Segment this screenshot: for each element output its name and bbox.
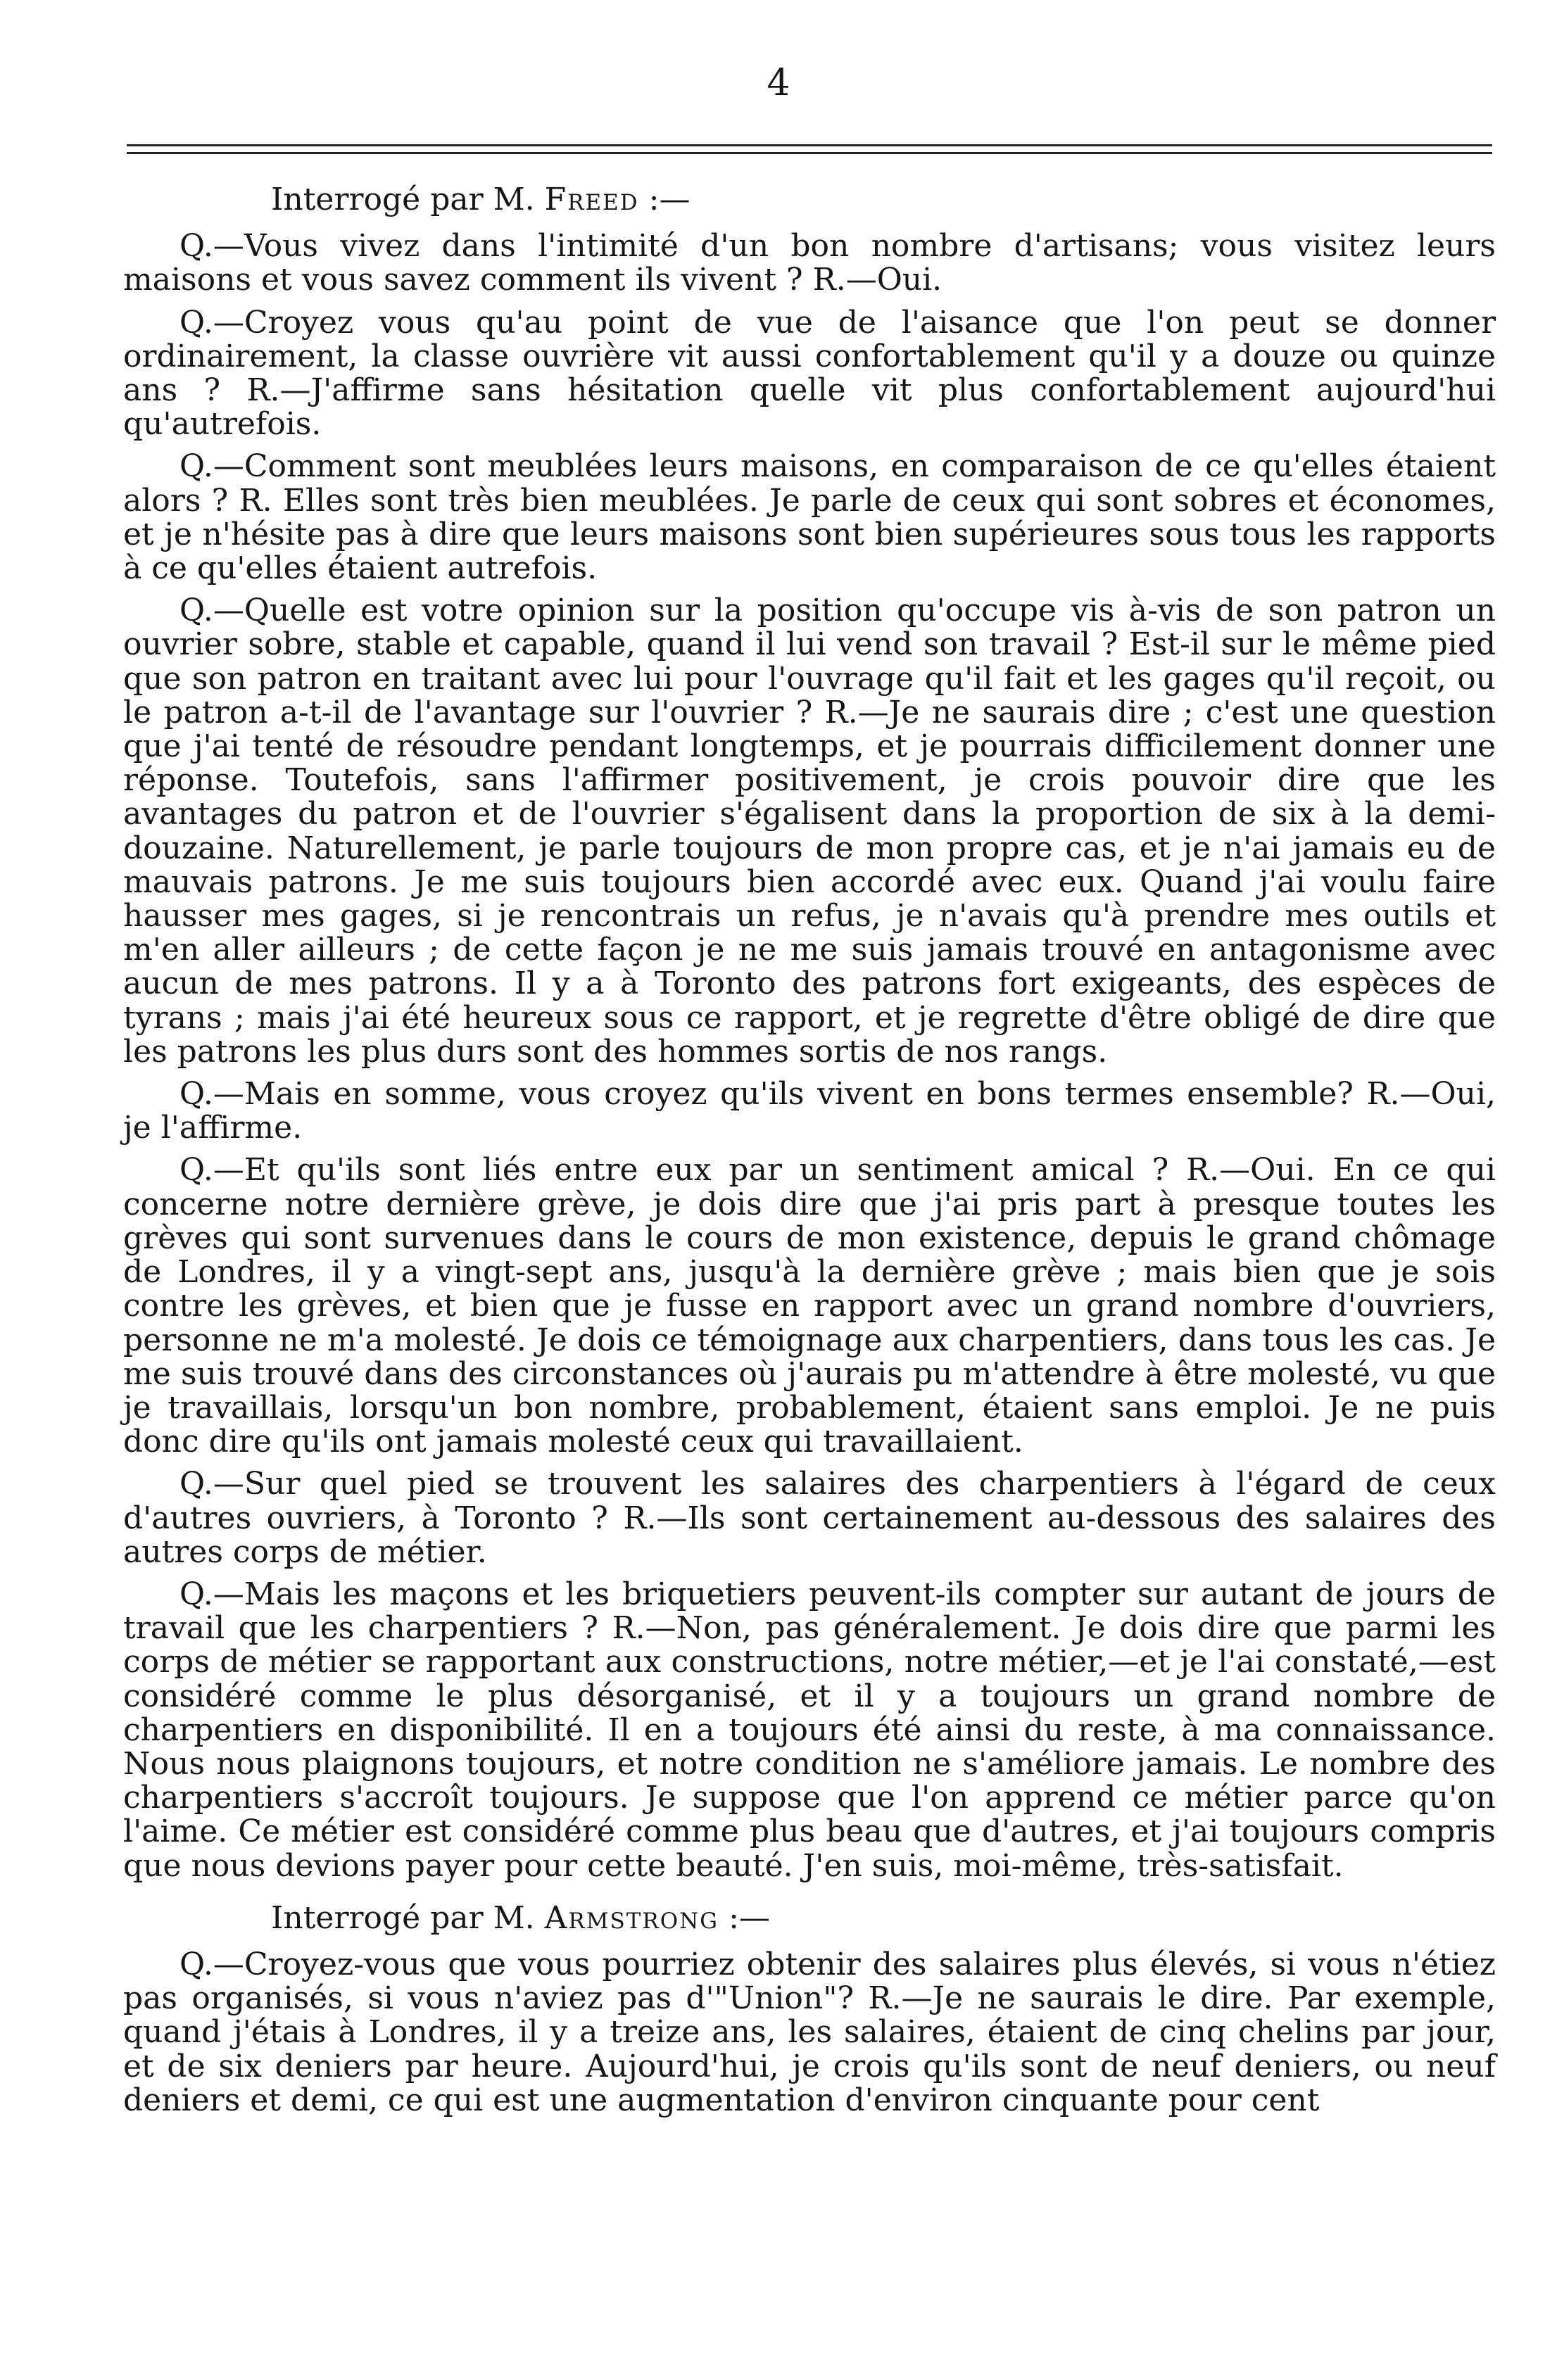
header-double-rule bbox=[127, 144, 1492, 154]
examiner-name: Freed bbox=[544, 182, 639, 217]
section-armstrong bbox=[123, 1901, 1496, 2118]
paragraph: Q.—Mais en somme, vous croyez qu'ils vivent en bons termes ensemble? R.—Oui, je l'affirme. bbox=[123, 1076, 1496, 1146]
examiner-heading bbox=[123, 1901, 1496, 1935]
section-freed bbox=[123, 183, 1496, 1883]
examiner-prefix: Interrogé par M. bbox=[271, 182, 535, 217]
paragraph: Q.—Croyez vous qu'au point de vue de l'aisance que l'on peut se donner ordinairement, la classe ouvrière vit aussi confortablement qu'il y a douze ou quinze ans ? R.—J'affirme sans hésitation quelle vit plus confortablement aujourd'hui qu'autrefois. bbox=[123, 304, 1496, 443]
paragraph: Q.—Comment sont meublées leurs maisons, en comparaison de ce qu'elles étaient alors ? R. Elles sont très bien meublées. Je parle de ceux qui sont sobres et économes, et je n'hésite pas à dire que leurs maisons sont bien supérieures sous tous les rapports à ce qu'elles étaient autrefois. bbox=[123, 448, 1496, 587]
paragraph: Q.—Vous vivez dans l'intimité d'un bon nombre d'artisans; vous visitez leurs maisons et vous savez comment ils vivent ? R.—Oui. bbox=[123, 228, 1496, 298]
examiner-suffix: :— bbox=[648, 182, 691, 217]
page-number: 4 bbox=[767, 62, 790, 104]
examiner-heading bbox=[123, 183, 1496, 217]
paragraph: Q.—Et qu'ils sont liés entre eux par un sentiment amical ? R.—Oui. En ce qui concerne notre dernière grève, je dois dire que j'ai pris part à presque toutes les grèves qui sont survenues dans le cours de mon existence, depuis le grand chômage de Londres, il y a vingt-sept ans, jusqu'à la dernière grève ; mais bien que je sois contre les grèves, et bien que je fusse en rapport avec un grand nombre d'ouvriers, personne ne m'a molesté. Je dois ce témoignage aux charpentiers, dans tous les cas. Je me suis trouvé dans des circonstances où j'aurais pu m'attendre à être molesté, vu que je travaillais, lorsqu'un bon nombre, probablement, étaient sans emploi. Je ne puis donc dire qu'ils ont jamais molesté ceux qui travaillaient. bbox=[123, 1152, 1496, 1460]
examiner-suffix: :— bbox=[729, 1899, 770, 1936]
examiner-name: Armstrong bbox=[544, 1899, 719, 1936]
examiner-prefix: Interrogé par M. bbox=[271, 1899, 535, 1936]
text-column bbox=[123, 183, 1496, 2126]
paragraph: Q.—Quelle est votre opinion sur la position qu'occupe vis à-vis de son patron un ouvrier sobre, stable et capable, quand il lui vend son travail ? Est-il sur le même pied que son patron en traitant avec lui pour l'ouvrage qu'il fait et les gages qu'il reçoit, ou le patron a-t-il de l'avantage sur l'ouvrier ? R.—Je ne saurais dire ; c'est une question que j'ai tenté de résoudre pendant longtemps, et je pourrais difficilement donner une réponse. Toutefois, sans l'affirmer positivement, je crois pouvoir dire que les avantages du patron et de l'ouvrier s'égalisent dans la proportion de six à la demi-douzaine. Naturellement, je parle toujours de mon propre cas, et je n'ai jamais eu de mauvais patrons. Je me suis toujours bien accordé avec eux. Quand j'ai voulu faire hausser mes gages, si je rencontrais un refus, je n'avais qu'à prendre mes outils et m'en aller ailleurs ; de cette façon je ne me suis jamais trouvé en antagonisme avec aucun de mes patrons. Il y a à Toronto des patrons fort exigeants, des espèces de tyrans ; mais j'ai été heureux sous ce rapport, et je regrette d'être obligé de dire que les patrons les plus durs sont des hommes sortis de nos rangs. bbox=[123, 593, 1496, 1070]
paragraph: Q.—Mais les maçons et les briquetiers peuvent-ils compter sur autant de jours de travail que les charpentiers ? R.—Non, pas généralement. Je dois dire que parmi les corps de métier se rapportant aux constructions, notre métier,—et je l'ai constaté,—est considéré comme le plus désorganisé, et il y a toujours un grand nombre de charpentiers en disponibilité. Il en a toujours été ainsi du reste, à ma connaissance. Nous nous plaignons toujours, et notre condition ne s'améliore jamais. Le nombre des charpentiers s'accroît toujours. Je suppose que l'on apprend ce métier parce qu'on l'aime. Ce métier est considéré comme plus beau que d'autres, et j'ai toujours compris que nous devions payer pour cette beauté. J'en suis, moi-même, très-satisfait. bbox=[123, 1576, 1496, 1884]
paragraph: Q.—Croyez-vous que vous pourriez obtenir des salaires plus élevés, si vous n'étiez pas organisés, si vous n'aviez pas d'"Union"? R.—Je ne saurais le dire. Par exemple, quand j'étais à Londres, il y a treize ans, les salaires, étaient de cinq chelins par jour, et de six deniers par heure. Aujourd'hui, je crois qu'ils sont de neuf deniers, ou neuf deniers et demi, ce qui est une augmentation d'environ cinquante pour cent bbox=[123, 1946, 1496, 2118]
paragraph: Q.—Sur quel pied se trouvent les salaires des charpentiers à l'égard de ceux d'autres ouvriers, à Toronto ? R.—Ils sont certainement au-dessous des salaires des autres corps de métier. bbox=[123, 1466, 1496, 1570]
